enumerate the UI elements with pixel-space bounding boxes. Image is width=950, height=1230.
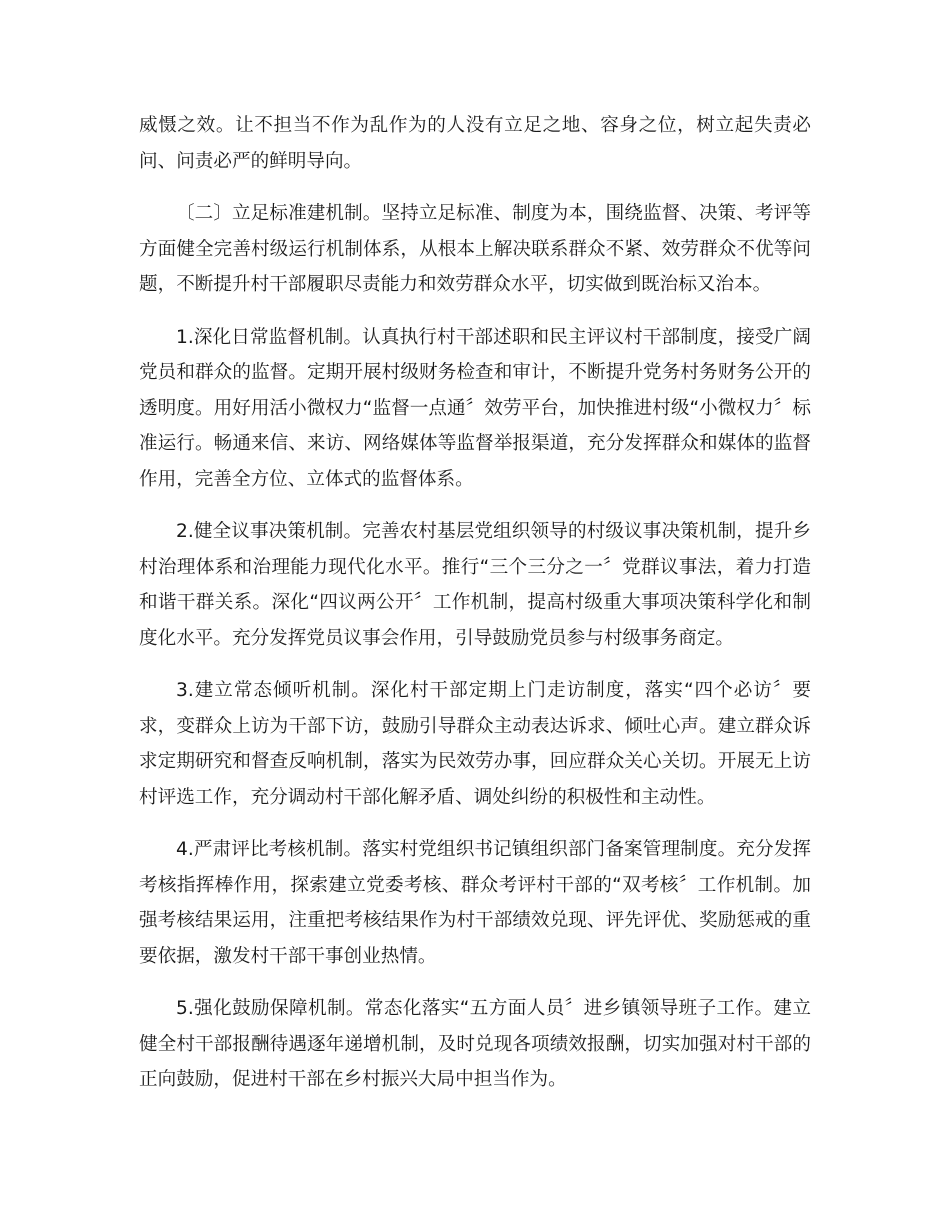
paragraph-item-1-supervision: 1.深化日常监督机制。认真执行村干部述职和民主评议村干部制度，接受广阔党员和群众的监督。定期开展村级财务检查和审计，不断提升党务村务财务公开的透明度。用好用活小微权力“监督一点通〞效劳平台，加快推进村级“小微权力〞标准运行。畅通来信、来访、网络媒体等监督举报渠道，充分发挥群众和媒体的监督作用，完善全方位、立体式的监督体系。	[139, 326, 811, 490]
paragraph-item-2-decision: 2.健全议事决策机制。完善农村基层党组织领导的村级议事决策机制，提升乡村治理体系和治理能力现代化水平。推行“三个三分之一〞党群议事法，着力打造和谐干群关系。深化“四议两公开〞工作机制，提高村级重大事项决策科学化和制度化水平。充分发挥党员议事会作用，引导鼓励党员参与村级事务商定。	[139, 521, 811, 649]
paragraph-item-5-incentive: 5.强化鼓励保障机制。常态化落实“五方面人员〞进乡镇领导班子工作。建立健全村干部报酬待遇逐年递增机制，及时兑现各项绩效报酬，切实加强对村干部的正向鼓励，促进村干部在乡村振兴大局中担当作为。	[139, 998, 811, 1090]
paragraph-section-two: 〔二〕立足标准建机制。坚持立足标准、制度为本，围绕监督、决策、考评等方面健全完善村级运行机制体系，从根本上解决联系群众不紧、效劳群众不优等问题，不断提升村干部履职尽责能力和效劳群众水平，切实做到既治标又治本。	[139, 203, 811, 295]
paragraph-continuation: 威慑之效。让不担当不作为乱作为的人没有立足之地、容身之位，树立起失责必问、问责必严的鲜明导向。	[139, 115, 811, 172]
paragraph-item-4-assessment: 4.严肃评比考核机制。落实村党组织书记镇组织部门备案管理制度。充分发挥考核指挥棒作用，探索建立党委考核、群众考评村干部的“双考核〞工作机制。加强考核结果运用，注重把考核结果作为村干部绩效兑现、评先评优、奖励惩戒的重要依据，激发村干部干事创业热情。	[139, 839, 811, 967]
document-body	[139, 108, 811, 1115]
paragraph-item-3-listening: 3.建立常态倾听机制。深化村干部定期上门走访制度，落实“四个必访〞要求，变群众上访为干部下访，鼓励引导群众主动表达诉求、倾吐心声。建立群众诉求定期研究和督查反响机制，落实为民效劳办事，回应群众关心关切。开展无上访村评选工作，充分调动村干部化解矛盾、调处纠纷的积极性和主动性。	[139, 680, 811, 808]
